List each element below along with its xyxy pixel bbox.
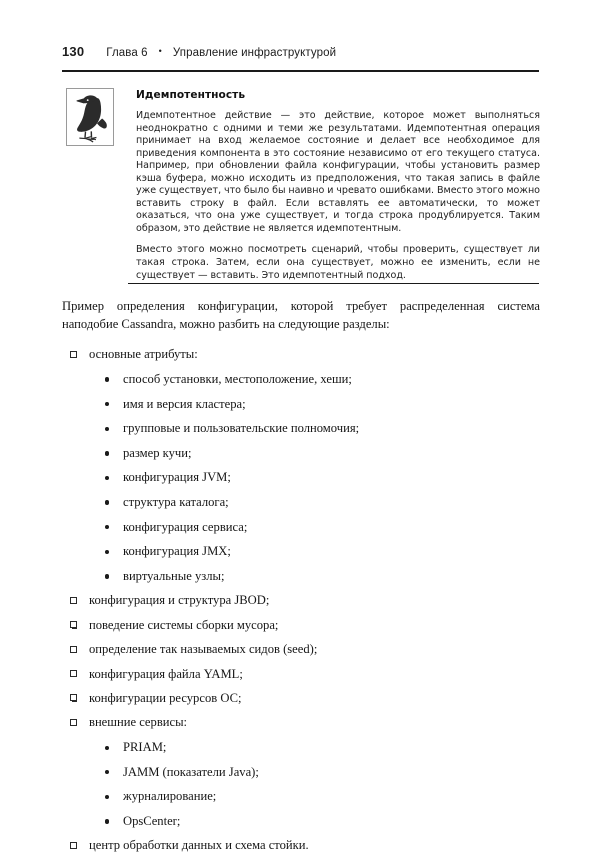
list-item-label: OpsCenter; [123, 813, 181, 828]
config-sections-list [62, 346, 540, 854]
list-item [89, 469, 540, 486]
list-item-label: внешние сервисы: [89, 715, 188, 730]
square-bullet-icon [70, 646, 77, 653]
square-bullet-icon [70, 670, 77, 677]
round-bullet-icon [105, 451, 109, 455]
list-item [89, 494, 540, 511]
round-bullet-icon [105, 574, 109, 578]
list-item-label: PRIAM; [123, 740, 167, 755]
list-item-label: поведение системы сборки мусора; [89, 617, 279, 632]
round-bullet-icon [105, 427, 109, 431]
round-bullet-icon [105, 500, 109, 504]
round-bullet-icon [105, 377, 109, 381]
note-bottom-rule [128, 283, 539, 284]
list-item [89, 445, 540, 462]
chapter-label: Глава 6 [106, 47, 148, 59]
round-bullet-icon [105, 402, 109, 406]
square-bullet-icon [70, 351, 77, 358]
intro-paragraph: Пример определения конфигурации, которой требует распределенная система наподобие Cassandra, можно разбить на следующие разделы: [62, 299, 540, 331]
list-item-label: конфигурация сервиса; [123, 519, 248, 534]
list-item-label: конфигурация JVM; [123, 470, 231, 485]
note-paragraph: Вместо этого можно посмотреть сценарий, чтобы проверить, существует ли такая строка. Затем, если она существует, можно ее изменить, если не существует — вставить. Это идемпотентный подход. [136, 244, 540, 281]
sidebar-note [62, 88, 540, 282]
list-item-label: конфигурация и структура JBOD; [89, 593, 270, 608]
square-bullet-icon [70, 621, 77, 628]
list-item-label: определение так называемых сидов (seed); [89, 642, 318, 657]
list-item-label: виртуальные узлы; [123, 568, 225, 583]
list-item-label: конфигурация файла YAML; [89, 666, 243, 681]
round-bullet-icon [105, 819, 109, 823]
note-paragraph: Идемпотентное действие — это действие, которое может выполняться неоднократно с одними и теми же результатами. Идемпотентная операция принимает на вход желаемое состояние и делает все необходимое для приведения компонента в это состояние независимо от его текущего статуса. Например, при обновлении файла конфигурации, чтобы установить размер кэша буфера, можно исходить из предположения, что такая запись в файле уже существует, что было бы наивно и чревато ошибками. Вместо этого можно вставить строку в файл. Если вставлять ее автоматически, то может оказаться, что она уже существует, и тогда строка продублируется. Таким образом, это действие не является идемпотентным. [136, 110, 540, 234]
list-item [62, 690, 540, 707]
page-number: 130 [62, 44, 85, 59]
list-item-label: групповые и пользовательские полномочия; [123, 421, 360, 436]
round-bullet-icon [105, 795, 109, 799]
round-bullet-icon [105, 770, 109, 774]
sublist [89, 739, 540, 830]
crow-icon [66, 88, 114, 146]
list-item [89, 568, 540, 585]
list-item-label: размер кучи; [123, 445, 192, 460]
list-item [89, 420, 540, 437]
round-bullet-icon [105, 550, 109, 554]
list-item [89, 371, 540, 388]
square-bullet-icon [70, 694, 77, 701]
list-item [89, 519, 540, 536]
list-item-label: структура каталога; [123, 494, 229, 509]
header-separator-dot: • [158, 46, 162, 56]
running-head [62, 44, 538, 66]
chapter-title: Управление инфраструктурой [172, 47, 337, 59]
sublist [89, 371, 540, 585]
list-item-label: центр обработки данных и схема стойки. [89, 838, 309, 853]
list-item [62, 592, 540, 609]
list-item [89, 396, 540, 413]
list-item-label: конфигурации ресурсов ОС; [89, 690, 242, 705]
list-item [62, 617, 540, 634]
header-rule [62, 70, 539, 72]
list-item-label: журналирование; [123, 789, 217, 804]
list-item [62, 641, 540, 658]
square-bullet-icon [70, 597, 77, 604]
square-bullet-icon [70, 719, 77, 726]
list-item-label: основные атрибуты: [89, 347, 198, 362]
round-bullet-icon [105, 746, 109, 750]
list-item-label: JAMM (показатели Java); [123, 764, 259, 779]
round-bullet-icon [105, 476, 109, 480]
list-item [89, 543, 540, 560]
list-item [62, 346, 540, 585]
list-item [89, 739, 540, 756]
note-body [136, 88, 540, 282]
list-item [62, 666, 540, 683]
list-item [62, 714, 540, 830]
list-item [62, 837, 540, 854]
list-item [89, 764, 540, 781]
note-title: Идемпотентность [136, 89, 246, 101]
list-item-label: способ установки, местоположение, хеши; [123, 371, 352, 386]
round-bullet-icon [105, 525, 109, 529]
list-item-label: конфигурация JMX; [123, 544, 231, 559]
list-item-label: имя и версия кластера; [123, 396, 246, 411]
list-item [89, 813, 540, 830]
body-content [62, 298, 540, 862]
list-item [89, 788, 540, 805]
